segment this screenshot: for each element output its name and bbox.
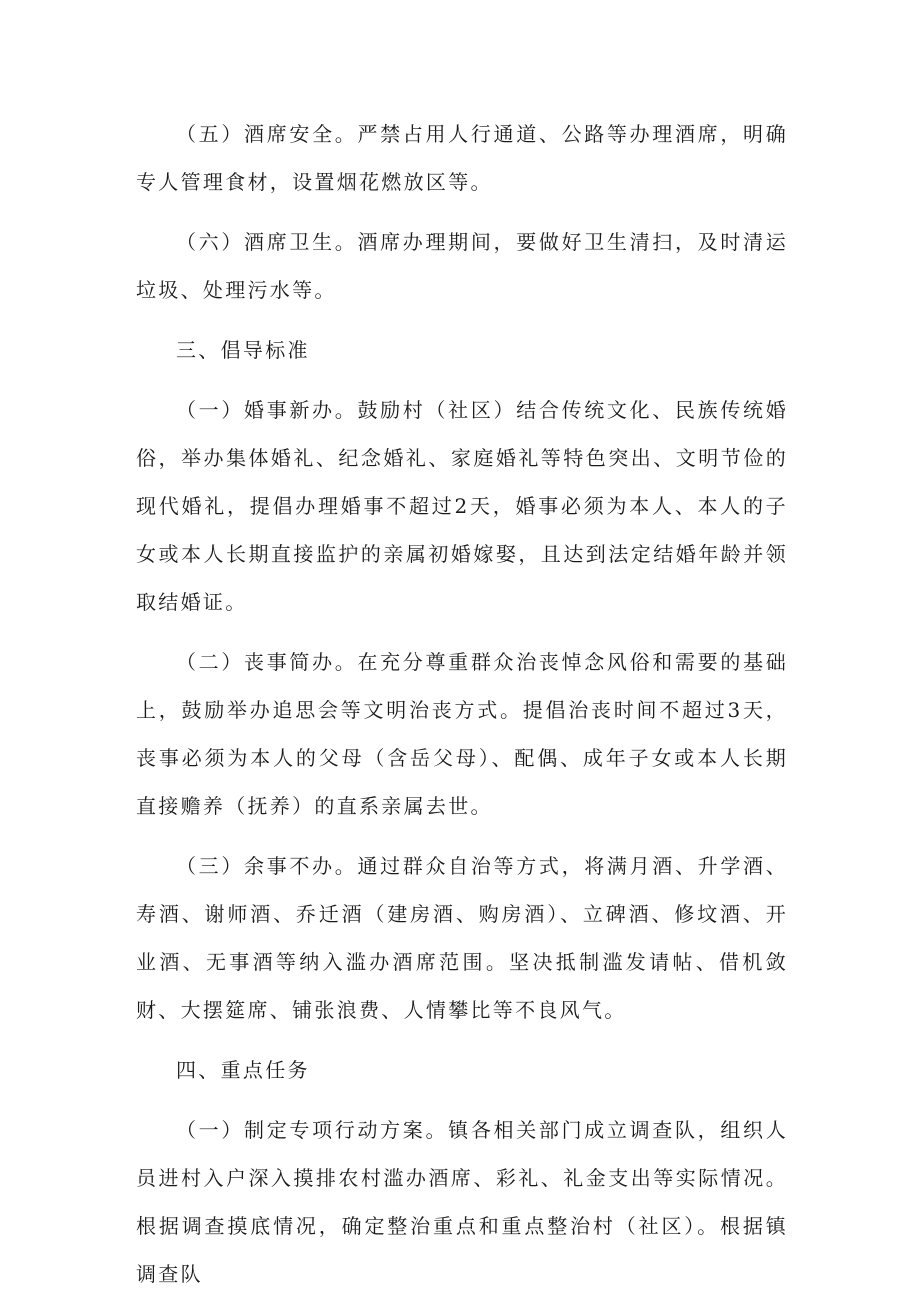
paragraph-wine-hygiene: （六）酒席卫生。酒席办理期间，要做好卫生清扫，及时清运垃圾、处理污水等。 xyxy=(136,230,788,302)
paragraph-action-plan: （一）制定专项行动方案。镇各相关部门成立调查队，组织人员进村入户深入摸排农村滥办酒席、彩礼、礼金支出等实际情况。根据调查摸底情况，确定整治重点和重点整治村（社区）。根据镇调查队 xyxy=(136,1118,788,1286)
section-heading-standards: 三、倡导标准 xyxy=(176,338,310,362)
paragraph-wine-safety: （五）酒席安全。严禁占用人行通道、公路等办理酒席，明确专人管理食材，设置烟花燃放区等。 xyxy=(136,122,788,194)
paragraph-other-events: （三）余事不办。通过群众自治等方式，将满月酒、升学酒、寿酒、谢师酒、乔迁酒（建房酒、购房酒）、立碑酒、修坟酒、开业酒、无事酒等纳入滥办酒席范围。坚决抵制滥发请帖、借机敛财、大摆筵席、铺张浪费、人情攀比等不良风气。 xyxy=(136,854,788,1022)
paragraph-wedding: （一）婚事新办。鼓励村（社区）结合传统文化、民族传统婚俗，举办集体婚礼、纪念婚礼、家庭婚礼等特色突出、文明节俭的现代婚礼，提倡办理婚事不超过2天，婚事必须为本人、本人的子女或本人长期直接监护的亲属初婚嫁娶，且达到法定结婚年龄并领取结婚证。 xyxy=(136,398,788,614)
paragraph-funeral: （二）丧事简办。在充分尊重群众治丧悼念风俗和需要的基础上，鼓励举办追思会等文明治丧方式。提倡治丧时间不超过3天，丧事必须为本人的父母（含岳父母）、配偶、成年子女或本人长期直接赡养（抚养）的直系亲属去世。 xyxy=(136,650,788,818)
section-heading-key-tasks: 四、重点任务 xyxy=(176,1058,310,1082)
